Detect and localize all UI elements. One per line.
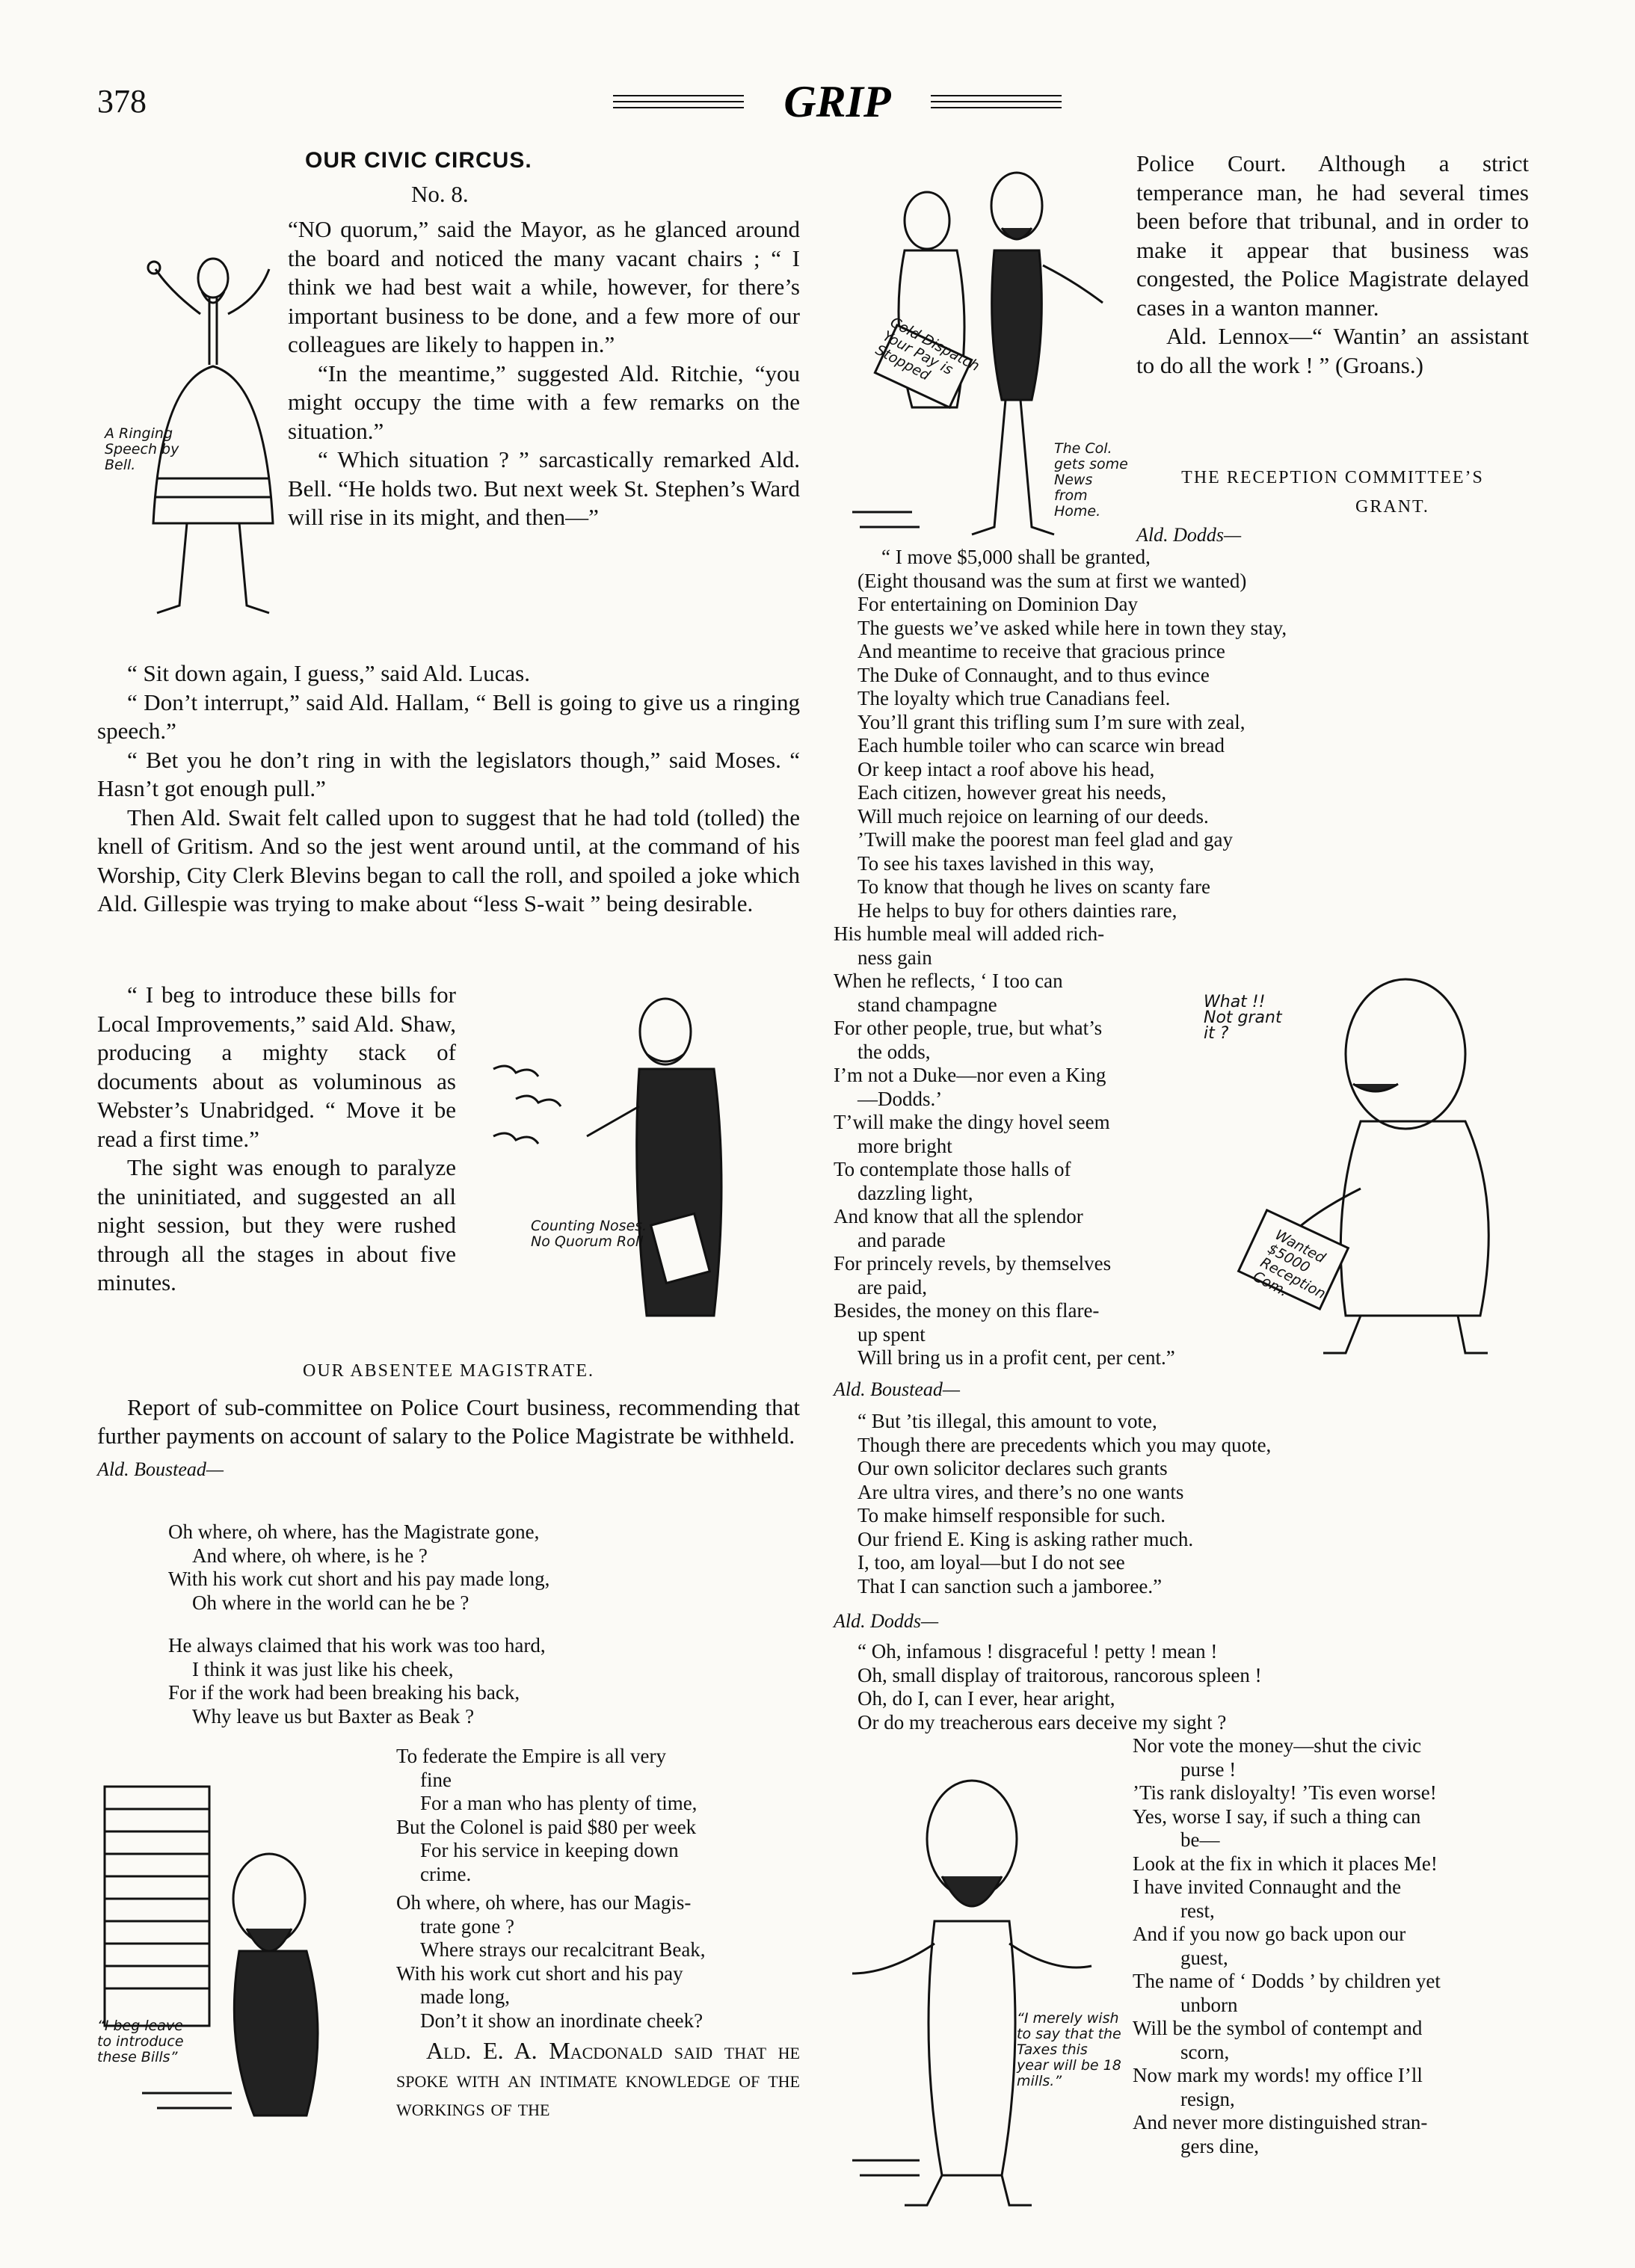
verse-line: crime. — [420, 1862, 472, 1885]
masthead-rules — [606, 78, 1069, 126]
verse-line: Or keep intact a roof above his head, — [857, 757, 1155, 780]
verse-line: Don’t it show an inordinate cheek? — [420, 2009, 703, 2032]
grant-heading — [1136, 463, 1529, 550]
verse-line: Oh where in the world can he be ? — [192, 1591, 469, 1614]
verse-line: Our own solicitor declares such grants — [857, 1457, 1168, 1479]
verse-line: The name of ‘ Dodds ’ by children yet — [1133, 1970, 1441, 1992]
verse-line: And where, oh where, is he ? — [192, 1544, 428, 1567]
para-sight: The sight was enough to paralyze the uninitiated, and suggested an all night session, but they were rushed through all the stages in about five minutes. — [97, 1154, 456, 1295]
speaker-boustead: Ald. Boustead— — [97, 1458, 224, 1480]
taxes-drawing — [845, 1757, 1129, 2220]
verse-line: stand champagne — [857, 993, 997, 1016]
verse-line: Why leave us but Baxter as Beak ? — [192, 1704, 475, 1728]
verse-line: be— — [1180, 1828, 1220, 1851]
taxes-caricature — [845, 1757, 1129, 2220]
speaker-boustead-2: Ald. Boustead— — [834, 1378, 960, 1400]
dodds-caption: What !! Not grant it ? — [1204, 993, 1282, 1043]
subhead-grant-2: GRANT. — [1355, 496, 1429, 517]
verse-line: dazzling light, — [857, 1181, 973, 1204]
verse-line: fine — [420, 1768, 452, 1791]
dodds-caricature — [1189, 949, 1540, 1368]
verse-line: “ But ’tis illegal, this amount to vote, — [857, 1410, 1157, 1432]
verse-line: For if the work had been breaking his back, — [168, 1681, 520, 1704]
left-column — [97, 147, 800, 209]
verse-line: To know that though he lives on scanty fare — [857, 875, 1210, 898]
verse-line: He always claimed that his work was too hard, — [168, 1634, 546, 1657]
verse-line: up spent — [857, 1322, 926, 1346]
verse-magistrate-3 — [396, 1745, 800, 1886]
verse-line: more bright — [857, 1134, 952, 1157]
verse-line: ness gain — [857, 946, 932, 969]
verse-line: Now mark my words! my office I’ll — [1133, 2064, 1423, 2086]
verse-line: resign, — [1180, 2087, 1235, 2110]
para-swait: Then Ald. Swait felt called upon to suggest that he had told (tolled) the knell of Gritism. And so the jest went around until, at the command of his Worship, City Clerk Blevins began to call the roll, and spoiled a joke which Ald. Gillespie was trying to make about “less S-wait ” being desirable. — [97, 804, 800, 916]
speaker-dodds-1: Ald. Dodds— — [1136, 524, 1242, 546]
verse-line: “ I move $5,000 shall be granted, — [881, 546, 1151, 568]
para-lennox: Ald. Lennox—“ Wantin’ an assistant to do all the work ! ” (Groans.) — [1136, 323, 1529, 378]
verse-line: Oh, do I, can I ever, hear aright, — [857, 1687, 1115, 1710]
subhead-magistrate: OUR ABSENTEE MAGISTRATE. — [302, 1361, 594, 1381]
para-macdonald: Ald. E. A. Macdonald said that he spoke with an intimate knowledge of the workings of the — [396, 2037, 800, 2121]
para-lucas: “ Sit down again, I guess,” said Ald. Lucas. — [127, 660, 530, 686]
verse-line: Where strays our recalcitrant Beak, — [420, 1938, 706, 1961]
shaw-caption: Counting Noses. No Quorum Roll — [531, 1218, 647, 1250]
para-police: Police Court. Although a strict temperance man, he had several times been before that tribunal, and in order to make it appear that business was congested, the Police Magistrate delayed cases in a wanton manner. — [1136, 150, 1529, 321]
bell-caption: A Ringing Speech by Bell. — [105, 425, 179, 473]
verse-line: The Duke of Connaught, and to thus evince — [857, 663, 1210, 686]
intro-para-3: “ Which situation ? ” sarcastically remarked Ald. Bell. “He holds two. But next week St. Stephen’s Ward will rise in its might, and then—” — [288, 446, 800, 530]
bills-caricature — [97, 1742, 389, 2160]
page-number: 378 — [97, 83, 147, 120]
verse-line: Will much rejoice on learning of our deeds. — [857, 804, 1209, 828]
verse-line: made long, — [420, 1985, 510, 2008]
macdonald-text — [396, 2036, 800, 2121]
verse-line: You’ll grant this trifling sum I’m sure with zeal, — [857, 710, 1246, 733]
speaker-dodds-2: Ald. Dodds— — [834, 1610, 939, 1632]
intro-para-2: “In the meantime,” suggested Ald. Ritchie, “you might occupy the time with a few remarks on the situation.” — [288, 360, 800, 444]
verse-line: Yes, worse I say, if such a thing can — [1133, 1805, 1421, 1828]
verse-magistrate-2 — [168, 1634, 800, 1728]
verse-line: And never more distinguished stran- — [1133, 2111, 1428, 2133]
body-text-shaw — [97, 981, 456, 1298]
verse-line: are paid, — [857, 1275, 927, 1298]
shaw-caricature — [478, 972, 792, 1346]
verse-line: When he reflects, ‘ I too can — [834, 970, 1063, 992]
bills-caption: “I beg leave to introduce these Bills” — [97, 2018, 184, 2065]
speaker-dodds-2-wrap — [834, 1607, 1544, 1636]
article-number: No. 8. — [411, 180, 469, 207]
verse-line: For entertaining on Dominion Day — [857, 593, 1138, 615]
bell-caricature — [105, 239, 284, 658]
verse-line: the odds, — [857, 1040, 931, 1063]
verse-line: rest, — [1180, 1899, 1215, 1922]
shaw-drawing — [478, 972, 792, 1346]
verse-line: Are ultra vires, and there’s no one wants — [857, 1480, 1184, 1503]
verse-line: To federate the Empire is all very — [396, 1745, 666, 1767]
verse-line: His humble meal will added rich- — [834, 922, 1105, 945]
verse-line: For a man who has plenty of time, — [420, 1792, 698, 1814]
verse-line: And if you now go back upon our — [1133, 1923, 1406, 1945]
verse-line: I’m not a Duke—nor even a King — [834, 1064, 1106, 1086]
verse-line: The loyalty which true Canadians feel. — [857, 687, 1171, 709]
verse-line: To make himself responsible for such. — [857, 1504, 1166, 1526]
masthead-title: GRIP — [783, 78, 891, 126]
bills-drawing — [97, 1742, 389, 2160]
para-hallam: “ Don’t interrupt,” said Ald. Hallam, “ Bell is going to give us a ringing speech.” — [97, 688, 800, 744]
speaker-boustead-2-wrap — [834, 1375, 1544, 1405]
verse-line: —Dodds.’ — [857, 1087, 943, 1110]
verse-line: He helps to buy for others dainties rare, — [857, 899, 1177, 922]
verse-grant-3 — [834, 1640, 1544, 1734]
verse-line: Will be the symbol of contempt and — [1133, 2017, 1423, 2039]
colonel-caricature — [837, 153, 1133, 564]
verse-line: For princely revels, by themselves — [834, 1252, 1112, 1275]
verse-line: Our friend E. King is asking rather much. — [857, 1527, 1194, 1550]
police-text — [1136, 150, 1529, 380]
masthead — [606, 78, 1069, 126]
verse-line: Oh, small display of traitorous, rancorous spleen ! — [857, 1663, 1262, 1686]
intro-para-1: “NO quorum,” said the Mayor, as he glanced around the board and noticed the many vacant chairs ; “ I think we had best wait a while, however, for there’s important business to be done, and a few more of our colleagues are likely to happen in.” — [288, 216, 800, 357]
verse-line: Oh where, oh where, has the Magistrate gone, — [168, 1520, 540, 1543]
magistrate-section — [97, 1357, 800, 1484]
verse-line: To see his taxes lavished in this way, — [857, 851, 1154, 875]
verse-line: For his service in keeping down — [420, 1839, 679, 1861]
intro-text — [288, 215, 800, 532]
verse-line: I, too, am loyal—but I do not see — [857, 1551, 1125, 1574]
verse-line: Besides, the money on this flare- — [834, 1299, 1100, 1322]
verse-line: And know that all the splendor — [834, 1205, 1083, 1227]
verse-line: But the Colonel is paid $80 per week — [396, 1815, 697, 1838]
verse-line: purse ! — [1180, 1757, 1237, 1781]
verse-line: trate gone ? — [420, 1914, 514, 1938]
para-shaw: “ I beg to introduce these bills for Local Improvements,” said Ald. Shaw, producing a mighty stack of documents about as voluminous as Webster’s Unabridged. “ Move it be read a first time.” — [97, 982, 456, 1152]
body-text-1 — [97, 659, 800, 919]
verse-line: T’will make the dingy hovel seem — [834, 1111, 1110, 1133]
colonel-caption: The Col. gets some News from Home. — [1054, 440, 1128, 520]
verse-line: Oh where, oh where, has our Magis- — [396, 1891, 692, 1914]
verse-line: Each humble toiler who can scarce win bread — [857, 734, 1225, 756]
report-text: Report of sub-committee on Police Court business, recommending that further payments on account of salary to the Police Magistrate be withheld. — [97, 1393, 800, 1449]
verse-line: And meantime to receive that gracious prince — [857, 640, 1225, 662]
verse-line: Look at the fix in which it places Me! — [1133, 1852, 1438, 1875]
verse-magistrate-1 — [168, 1520, 800, 1615]
verse-line: Or do my treacherous ears deceive my sight ? — [857, 1710, 1227, 1734]
verse-line: With his work cut short and his pay made long, — [168, 1568, 550, 1590]
verse-line: That I can sanction such a jamboree.” — [857, 1574, 1163, 1597]
verse-line: ’Tis rank disloyalty! ’Tis even worse! — [1133, 1781, 1437, 1804]
dodds-paper-caption: Wanted $5000 Reception Com. — [1250, 1226, 1328, 1303]
verse-line: Though there are precedents which you may quote, — [857, 1433, 1272, 1456]
taxes-caption: “I merely wish to say that the Taxes this year will be 18 mills.” — [1017, 2010, 1121, 2089]
verse-line: scorn, — [1180, 2040, 1230, 2063]
verse-line: With his work cut short and his pay — [396, 1962, 683, 1985]
verse-line: guest, — [1180, 1946, 1228, 1969]
colonel-paper-caption: Cold Dispatch Your Pay is Stopped — [872, 313, 982, 384]
verse-grant-4 — [1133, 1734, 1544, 2158]
verse-line: “ Oh, infamous ! disgraceful ! petty ! mean ! — [857, 1640, 1218, 1663]
verse-line: and parade — [857, 1228, 946, 1251]
verse-line: The guests we’ve asked while here in town they stay, — [857, 616, 1287, 639]
verse-line: Nor vote the money—shut the civic — [1133, 1734, 1422, 1757]
verse-magistrate-4 — [396, 1891, 800, 2033]
verse-line: (Eight thousand was the sum at first we wanted) — [857, 569, 1247, 592]
verse-line: gers dine, — [1180, 2134, 1259, 2157]
verse-line: unborn — [1180, 1993, 1238, 2016]
subhead-grant-1: THE RECEPTION COMMITTEE’S — [1181, 468, 1484, 487]
verse-line: To contemplate those halls of — [834, 1158, 1071, 1180]
verse-line: Will bring us in a profit cent, per cent.” — [857, 1346, 1175, 1369]
verse-line: I think it was just like his cheek, — [192, 1657, 454, 1680]
verse-line: Each citizen, however great his needs, — [857, 781, 1167, 804]
para-moses: “ Bet you he don’t ring in with the legislators though,” said Moses. “ Hasn’t got enough pull.” — [97, 746, 800, 801]
article-title: OUR CIVIC CIRCUS. — [305, 148, 532, 173]
verse-line: For other people, true, but what’s — [834, 1017, 1103, 1039]
verse-line: I have invited Connaught and the — [1133, 1876, 1402, 1898]
verse-grant-2 — [834, 1410, 1544, 1598]
verse-line: ’Twill make the poorest man feel glad and gay — [857, 828, 1233, 851]
